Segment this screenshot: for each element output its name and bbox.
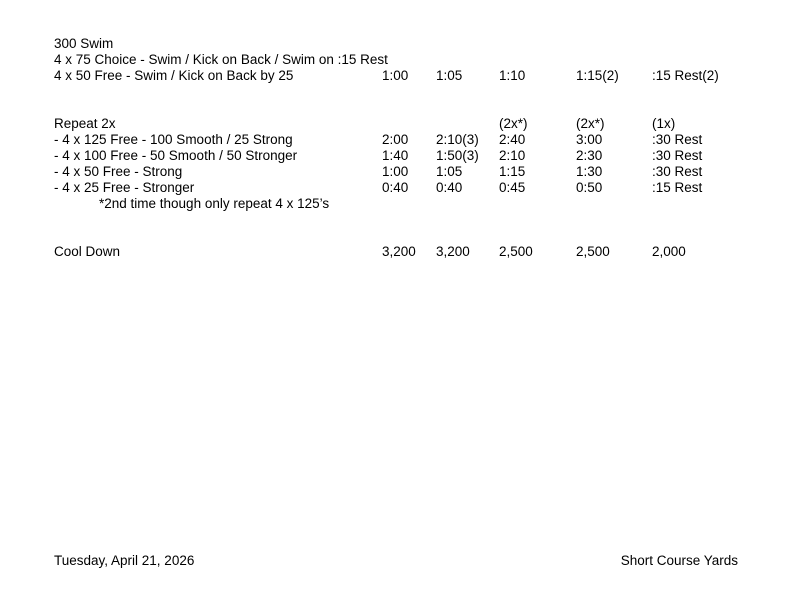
- interval-col-1: 1:00: [382, 164, 409, 179]
- cooldown-label: Cool Down: [54, 244, 121, 259]
- set-description: - 4 x 125 Free - 100 Smooth / 25 Strong: [54, 132, 293, 147]
- interval-col-5: :15 Rest: [652, 180, 703, 195]
- interval-col-4: 3:00: [576, 132, 603, 147]
- interval-col-5: :30 Rest: [652, 148, 703, 163]
- interval-col-4: 1:15(2): [576, 68, 619, 83]
- set-description: - 4 x 100 Free - 50 Smooth / 50 Stronger: [54, 148, 298, 163]
- interval-col-2: 1:50(3): [436, 148, 479, 163]
- repeat-count-col-5: (1x): [652, 116, 676, 131]
- repeat-count-col-3: (2x*): [499, 116, 528, 131]
- interval-col-5: :30 Rest: [652, 132, 703, 147]
- warmup-label: 4 x 50 Free - Swim / Kick on Back by 25: [54, 68, 294, 83]
- interval-col-3: 1:15: [499, 164, 526, 179]
- warmup-label: 4 x 75 Choice - Swim / Kick on Back / Swim on :15 Rest: [54, 52, 388, 67]
- interval-col-2: 1:05: [436, 164, 463, 179]
- interval-col-1: 2:00: [382, 132, 409, 147]
- total-yards-col-5: 2,000: [652, 244, 686, 259]
- total-yards-col-3: 2,500: [499, 244, 533, 259]
- main-set-note: *2nd time though only repeat 4 x 125’s: [99, 196, 330, 211]
- interval-col-5: :15 Rest(2): [652, 68, 719, 83]
- interval-col-2: 0:40: [436, 180, 463, 195]
- interval-col-4: 1:30: [576, 164, 603, 179]
- interval-col-1: 1:00: [382, 68, 409, 83]
- total-yards-col-2: 3,200: [436, 244, 470, 259]
- interval-col-2: 2:10(3): [436, 132, 479, 147]
- interval-col-4: 2:30: [576, 148, 603, 163]
- interval-col-2: 1:05: [436, 68, 463, 83]
- interval-col-3: 1:10: [499, 68, 526, 83]
- interval-col-1: 1:40: [382, 148, 409, 163]
- footer-date: Tuesday, April 21, 2026: [54, 553, 195, 568]
- set-description: - 4 x 50 Free - Strong: [54, 164, 183, 179]
- main-set-title: Repeat 2x: [54, 116, 116, 131]
- total-yards-col-1: 3,200: [382, 244, 416, 259]
- repeat-count-col-4: (2x*): [576, 116, 605, 131]
- interval-col-4: 0:50: [576, 180, 603, 195]
- footer-course: Short Course Yards: [620, 553, 738, 568]
- interval-col-3: 2:40: [499, 132, 526, 147]
- interval-col-3: 2:10: [499, 148, 526, 163]
- interval-col-3: 0:45: [499, 180, 526, 195]
- warmup-label: 300 Swim: [54, 36, 114, 51]
- interval-col-5: :30 Rest: [652, 164, 703, 179]
- set-description: - 4 x 25 Free - Stronger: [54, 180, 195, 195]
- interval-col-1: 0:40: [382, 180, 409, 195]
- total-yards-col-4: 2,500: [576, 244, 610, 259]
